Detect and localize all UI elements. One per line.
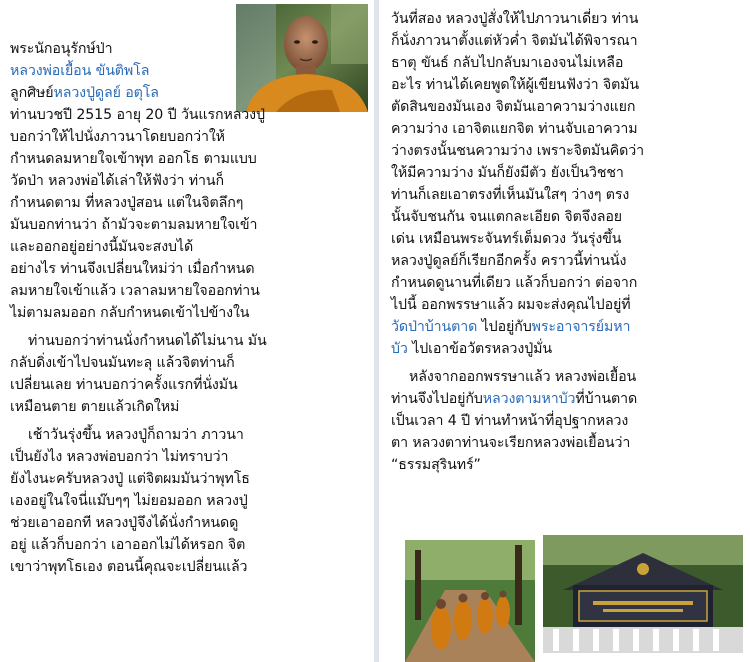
paragraph-line: ตัดสินของมันเอง จิตมันเอาความว่างแยก xyxy=(391,99,636,115)
paragraph-line-with-links xyxy=(391,388,644,410)
phra-ajarn-maha-link[interactable]: พระอาจารย์มหา xyxy=(531,319,631,335)
paragraph-line: กำหนดตาม ที่หลวงปู่สอน แต่ในจิตลึกๆ xyxy=(10,195,244,211)
paragraph-line: ท่านบวชปี 2515 อายุ 20 ปี วันแรกหลวงปู่ xyxy=(10,107,265,123)
title-line-1: พระนักอนุรักษ์ป่า xyxy=(10,41,113,57)
monks-walking-image xyxy=(405,540,535,662)
disciple-prefix: ลูกศิษย์ xyxy=(10,85,54,101)
disciple-name-link[interactable]: หลวงปู่ดูลย์ อตุโล xyxy=(53,85,159,101)
paragraph-line: ท่านก็เลยเอาตรงที่เห็นมันใสๆ ว่างๆ ตรง xyxy=(391,187,630,203)
paragraph-line: เหมือนตาย ตายแล้วเกิดใหม่ xyxy=(10,399,180,415)
paragraph-line: ธาตุ ขันธ์ กลับไปกลับมาเองจนไม่เหลือ xyxy=(391,55,624,71)
paragraph-line: บอกว่าให้ไปนั่งภาวนาโดยบอกว่าให้ xyxy=(10,129,225,145)
paragraph-line: ให้มีความว่าง มันก็ยังมีตัว ยังเป็นวิชชา xyxy=(391,165,624,181)
paragraph-line: อะไร ท่านได้เคยพูดให้ผู้เขียนฟังว่า จิตมัน xyxy=(391,77,640,93)
paragraph-line: ยังไงนะครับหลวงปู่ แต่จิตผมมันว่าพุทโธ xyxy=(10,471,250,487)
right-text-block xyxy=(391,8,644,476)
paragraph-line: วัดป่า หลวงพ่อได้เล่าให้ฟังว่า ท่านก็ xyxy=(10,173,224,189)
paragraph-line: หลังจากออกพรรษาแล้ว หลวงพ่อเยื้อน xyxy=(409,369,637,385)
paragraph-line: เช้าวันรุ่งขึ้น หลวงปู่ก็ถามว่า ภาวนา xyxy=(28,427,244,443)
paragraph-line: ว่างตรงนั้นชนความว่าง เพราะจิตมันคิดว่า xyxy=(391,143,645,159)
paragraph-line: เปลี่ยนเลย ท่านบอกว่าครั้งแรกที่นั่งมัน xyxy=(10,377,238,393)
paragraph-line: เป็นยังไง หลวงพ่อบอกว่า ไม่ทราบว่า xyxy=(10,449,229,465)
paragraph-line: กำหนดดูนานที่เดียว แล้วก็บอกว่า ต่อจาก xyxy=(391,275,638,291)
wat-pa-ban-tat-link[interactable]: วัดป่าบ้านตาด xyxy=(391,319,478,335)
paragraph-line: นั้นจับชนกัน จนแตกละเอียด จิตจึงลอย xyxy=(391,209,623,225)
paragraph-line: เขาว่าพุทโธเอง ตอนนี้คุณจะเปลี่ยนแล้ว xyxy=(10,559,248,575)
link-trailing-text: ไปเอาข้อวัตรหลวงปู่มั่น xyxy=(407,341,552,357)
paragraph-line: ไม่ตามลมออก กลับกำหนดเข้าไปข้างใน xyxy=(10,305,250,321)
paragraph-line: ตา หลวงตาท่านจะเรียกหลวงพ่อเยื้อนว่า xyxy=(391,435,631,451)
monk-name-link[interactable]: หลวงพ่อเยื้อน ขันติพโล xyxy=(10,63,150,79)
paragraph-line: ก็นั่งภาวนาตั้งแต่หัวค่ำ จิตมันได้พิจารณา xyxy=(391,33,638,49)
paragraph-line: ช่วยเอาออกที หลวงปู่จึงได้นั่งกำหนดดู xyxy=(10,515,239,531)
luang-ta-maha-bua-link[interactable]: หลวงตามหาบัว xyxy=(482,391,576,407)
paragraph-line: กำหนดลมหายใจเข้าพุท ออกโธ ตามแบบ xyxy=(10,151,257,167)
paragraph-line: อย่างไร ท่านจึงเปลี่ยนใหม่ว่า เมื่อกำหนด xyxy=(10,261,255,277)
paragraph-line: เด่น เหมือนพระจันทร์เต็มดวง วันรุ่งขึ้น xyxy=(391,231,622,247)
temple-sign-image xyxy=(543,535,743,653)
disciple-line xyxy=(10,82,267,104)
paragraph-line: อยู่ แล้วก็บอกว่า เอาออกไม่ได้หรอก จิต xyxy=(10,537,246,553)
paragraph-line-with-links xyxy=(391,338,644,360)
paragraph-line-with-links xyxy=(391,316,644,338)
paragraph-line: วันที่สอง หลวงปู่สั่งให้ไปภาวนาเดี่ยว ท่าน xyxy=(391,11,639,27)
dhamma-name-line: “ธรรมสุรินทร์” xyxy=(391,457,481,473)
paragraph-line: และออกอยู่อย่างนี้มันจะสงบได้ xyxy=(10,239,194,255)
paragraph-line: เป็นเวลา 4 ปี ท่านทำหน้าที่อุปฐากหลวง xyxy=(391,413,629,429)
paragraph-line: หลวงปู่ดูลย์ก็เรียกอีกครั้ง คราวนี้ท่านนั่ง xyxy=(391,253,627,269)
link-trailing-text: ที่บ้านตาด xyxy=(575,391,638,407)
paragraph-line: ไปนี้ ออกพรรษาแล้ว ผมจะส่งคุณไปอยู่ที่ xyxy=(391,297,631,313)
left-text-block xyxy=(10,38,267,578)
paragraph-line: เองอยู่ในใจนี่แม๊บๆๆ ไม่ยอมออก หลวงปู่ xyxy=(10,493,248,509)
bua-link[interactable]: บัว xyxy=(391,341,408,357)
paragraph-line: กลับดิ่งเข้าไปจนมันทะลุ แล้วจิตท่านก็ xyxy=(10,355,235,371)
paragraph-line: มันบอกท่านว่า ถ้ามัวจะตามลมหายใจเข้า xyxy=(10,217,258,233)
link-leading-text: ท่านจึงไปอยู่กับ xyxy=(391,391,483,407)
paragraph-line: ท่านบอกว่าท่านนั่งกำหนดได้ไม่นาน มัน xyxy=(28,333,267,349)
paragraph-line: ลมหายใจเข้าแล้ว เวลาลมหายใจออกท่าน xyxy=(10,283,260,299)
paragraph-line: ความว่าง เอาจิตแยกจิต ท่านจับเอาความ xyxy=(391,121,638,137)
link-separator-text: ไปอยู่กับ xyxy=(477,319,532,335)
